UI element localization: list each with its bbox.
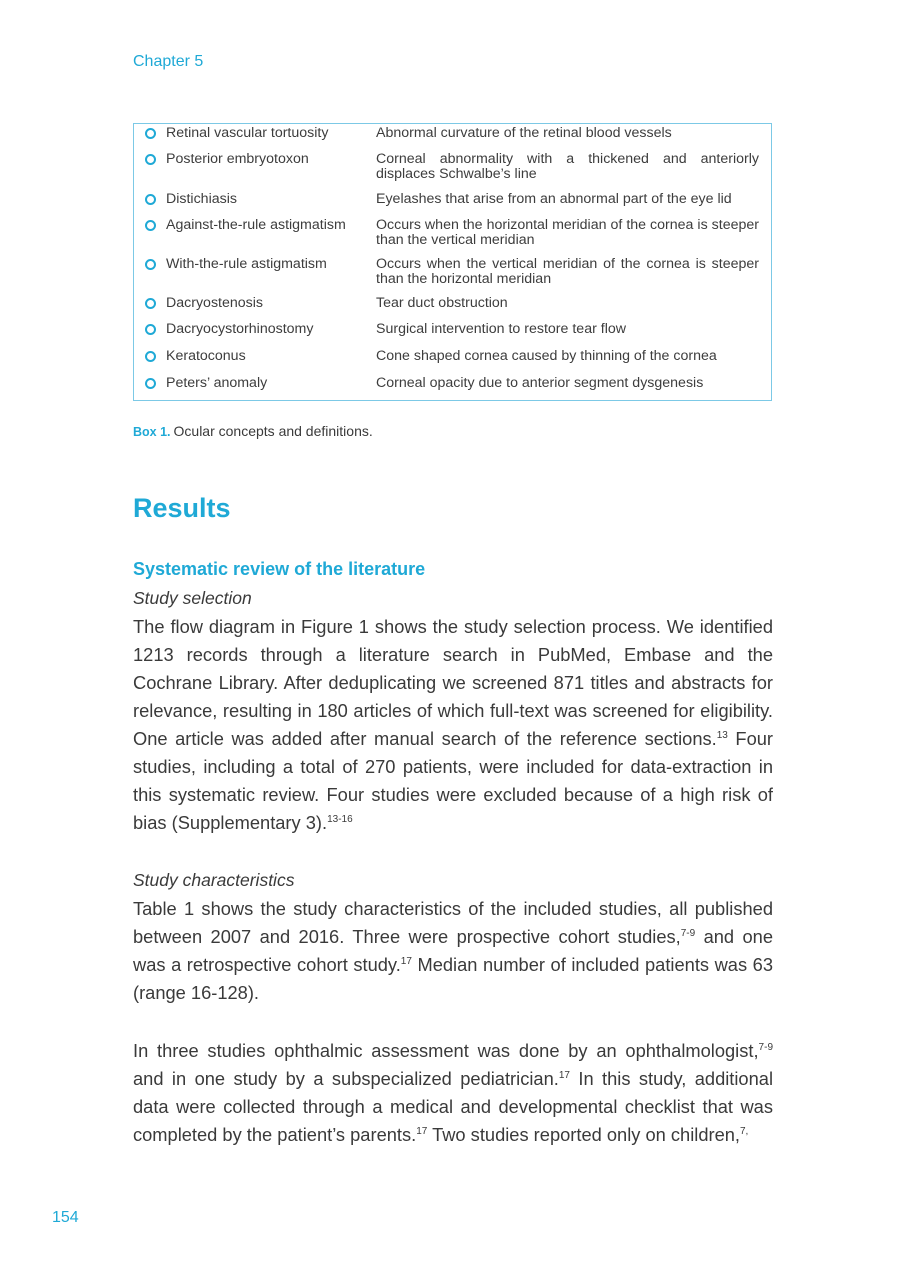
- box-definition: Corneal opacity due to anterior segment dysgenesis: [376, 375, 704, 391]
- paragraph-text: Median number of included patients was 63 (range 16-128).: [133, 954, 773, 1003]
- paragraph-text: Two studies reported only on children,: [427, 1124, 740, 1145]
- box-definition: Cone shaped cornea caused by thinning of the cornea: [376, 348, 717, 364]
- circle-bullet-icon: [145, 194, 156, 205]
- box-term: Retinal vascular tortuosity: [166, 125, 329, 141]
- box-term: Distichiasis: [166, 191, 237, 207]
- box-definition: Occurs when the vertical meridian of the cornea is steeper than the horizontal meridian: [376, 256, 759, 287]
- paragraph-text: Four studies, including a total of 270 patients, were included for data-extraction in this systematic review. Four studies were excluded because of a high risk of bias (Supplementary 3).: [133, 728, 773, 833]
- box-definition: Occurs when the horizontal meridian of the cornea is steeper than the vertical meridian: [376, 217, 759, 248]
- paragraph-text: and one was a retrospective cohort study.: [133, 926, 773, 975]
- study-characteristics-heading: Study characteristics: [133, 870, 295, 890]
- study-selection-paragraph: [133, 613, 773, 837]
- box-row: [134, 126, 771, 152]
- box-row: [134, 296, 771, 322]
- definitions-box: [133, 123, 772, 401]
- study-selection-heading: Study selection: [133, 588, 252, 608]
- paragraph-text: and in one study by a subspecialized pediatrician.: [133, 1068, 559, 1089]
- page-number: 154: [52, 1209, 79, 1226]
- box-row: [134, 322, 771, 349]
- citation-ref: 13-16: [327, 814, 353, 825]
- citation-ref: 17: [400, 956, 412, 967]
- box-row: [134, 349, 771, 376]
- box-caption: [133, 423, 373, 439]
- assessment-paragraph: [133, 1037, 773, 1149]
- box-definition: Abnormal curvature of the retinal blood vessels: [376, 125, 672, 141]
- citation-ref: 17: [416, 1126, 428, 1137]
- citation-ref: 17: [558, 1070, 570, 1081]
- section-title: Results: [133, 493, 231, 523]
- circle-bullet-icon: [145, 378, 156, 389]
- running-header: Chapter 5: [133, 53, 204, 70]
- box-term: With-the-rule astigmatism: [166, 256, 327, 272]
- citation-ref: 7-9: [758, 1042, 773, 1053]
- box-term: Dacryostenosis: [166, 295, 263, 311]
- box-term: Against-the-rule astigmatism: [166, 217, 346, 233]
- paragraph-text: The flow diagram in Figure 1 shows the study selection process. We identified 1213 records through a literature search in PubMed, Embase and the Cochrane Library. After deduplicating we screened 871 titles and abstracts for relevance, resulting in 180 articles of which full-text was screened for eligibility. One article was added after manual search of the reference sections.: [133, 616, 773, 749]
- circle-bullet-icon: [145, 351, 156, 362]
- citation-ref: 7,: [739, 1126, 749, 1137]
- box-row: [134, 376, 771, 396]
- paragraph-text: Table 1 shows the study characteristics of the included studies, all published between 2007 and 2016. Three were prospective cohort studies,: [133, 898, 773, 947]
- paragraph-text: In three studies ophthalmic assessment was done by an ophthalmologist,: [133, 1040, 759, 1061]
- study-characteristics-paragraph: [133, 895, 773, 1007]
- box-term: Peters’ anomaly: [166, 375, 268, 391]
- circle-bullet-icon: [145, 324, 156, 335]
- box-row: [134, 192, 771, 218]
- citation-ref: 7-9: [680, 928, 696, 939]
- box-caption-text: Ocular concepts and definitions.: [173, 423, 373, 439]
- paragraph-text: In this study, additional data were collected through a medical and developmental checklist that was completed by the patient’s parents.: [133, 1068, 773, 1145]
- box-term: Posterior embryotoxon: [166, 151, 309, 167]
- citation-ref: 13: [716, 730, 728, 741]
- box-row: [134, 218, 771, 257]
- circle-bullet-icon: [145, 220, 156, 231]
- box-definition: Tear duct obstruction: [376, 295, 508, 311]
- circle-bullet-icon: [145, 128, 156, 139]
- circle-bullet-icon: [145, 259, 156, 270]
- subsection-heading: Systematic review of the literature: [133, 559, 426, 579]
- box-row: [134, 152, 771, 192]
- box-caption-label: Box 1.: [133, 425, 171, 439]
- box-term: Keratoconus: [166, 348, 246, 364]
- circle-bullet-icon: [145, 154, 156, 165]
- box-definition: Surgical intervention to restore tear flow: [376, 321, 626, 337]
- box-definition: Corneal abnormality with a thickened and anteriorly displaces Schwalbe’s line: [376, 151, 759, 182]
- circle-bullet-icon: [145, 298, 156, 309]
- box-term: Dacryocystorhinostomy: [166, 321, 314, 337]
- box-row: [134, 257, 771, 296]
- box-definition: Eyelashes that arise from an abnormal part of the eye lid: [376, 191, 732, 207]
